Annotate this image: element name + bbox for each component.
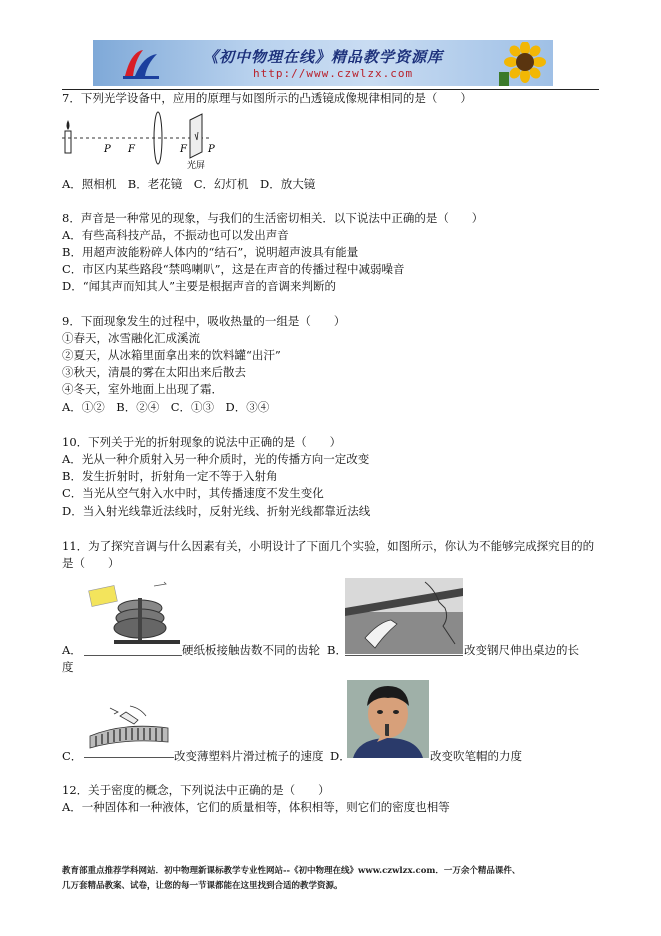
footer-line-2: 几万套精品教案、试卷，让您的每一节课都能在这里找到合适的教学资源。 <box>62 881 343 891</box>
q10-option-c: C．当光从空气射入水中时，其传播速度不发生变化 <box>62 486 324 500</box>
fig-label-f1: F <box>128 144 135 155</box>
fig-label-f2: F <box>180 144 187 155</box>
q11-underline-a <box>84 655 182 656</box>
q10-option-d: D．当入射光线靠近法线时，反射光线、折射光线都靠近法线 <box>62 504 371 518</box>
q11-text-b-cont: 度 <box>62 660 74 674</box>
q8-option-b: B．用超声波能粉碎人体内的“结石”，说明超声波具有能量 <box>62 245 359 259</box>
q9-item-1: ①春天，冰雪融化汇成溪流 <box>62 331 200 345</box>
q11-underline-c <box>84 757 174 758</box>
q9-item-3: ③秋天，清晨的雾在太阳出来后散去 <box>62 365 246 379</box>
fig-label-p1: P <box>104 144 111 155</box>
screen-label: 光屏 <box>187 161 206 170</box>
page-footer <box>62 864 602 894</box>
q8-option-a: A．有些高科技产品，不振动也可以发出声音 <box>62 228 289 242</box>
q11-text-d: 改变吹笔帽的力度 <box>430 749 522 763</box>
banner-title: 《初中物理在线》精品教学资源库 <box>203 48 444 66</box>
header-banner <box>93 40 553 86</box>
footer-line-1: 教育部重点推荐学科网站．初中物理新课标教学专业性网站--《初中物理在线》www.czwlzx.com．一万余个精品课件、 <box>62 866 521 876</box>
q9-stem: 9．下面现象发生的过程中，吸收热量的一组是（ ） <box>62 314 346 328</box>
q11-underline-b <box>345 655 463 656</box>
q11-text-c: 改变薄塑料片滑过梳子的速度 <box>174 749 324 763</box>
q11-label-a: A． <box>62 643 82 657</box>
header-rule <box>62 89 599 90</box>
q8-option-d: D．“闻其声而知其人”主要是根据声音的音调来判断的 <box>62 279 336 293</box>
logo-icon <box>121 46 161 82</box>
q9-item-2: ②夏天，从冰箱里面拿出来的饮料罐“出汗” <box>62 348 281 362</box>
q11-stem-line1: 11．为了探究音调与什么因素有关，小明设计了下面几个实验，如图所示，你认为不能够完成探究目的的 <box>62 539 595 553</box>
q9-item-4: ④冬天，室外地面上出现了霜． <box>62 382 223 396</box>
q10-option-a: A．光从一种介质射入另一种介质时，光的传播方向一定改变 <box>62 452 370 466</box>
q7-stem: 7．下列光学设备中，应用的原理与如图所示的凸透镜成像规律相同的是（ ） <box>62 91 472 105</box>
banner-url[interactable]: http://www.czwlzx.com <box>253 67 414 80</box>
q11-stem-line2: 是（ ） <box>62 556 120 570</box>
q8-stem: 8．声音是一种常见的现象，与我们的生活密切相关．以下说法中正确的是（ ） <box>62 211 484 225</box>
sunflower-icon <box>495 42 549 86</box>
q11-text-b: 改变钢尺伸出桌边的长 <box>464 643 579 657</box>
q10-option-b: B．发生折射时，折射角一定不等于入射角 <box>62 469 278 483</box>
q10-stem: 10．下列关于光的折射现象的说法中正确的是（ ） <box>62 435 342 449</box>
q12-option-a: A．一种固体和一种液体，它们的质量相等，体积相等，则它们的密度也相等 <box>62 800 450 814</box>
q11-image-comb <box>84 698 174 756</box>
fig-label-p2: P <box>208 144 215 155</box>
q11-image-gear <box>84 578 184 654</box>
q11-label-b: B． <box>327 643 347 657</box>
q7-lens-diagram <box>60 108 220 170</box>
q11-label-d: D． <box>330 749 351 763</box>
q8-option-c: C．市区内某些路段“禁鸣喇叭”，这是在声音的传播过程中减弱噪音 <box>62 262 405 276</box>
q11-image-boy <box>347 680 429 758</box>
candle <box>65 131 71 153</box>
q12-stem: 12．关于密度的概念，下列说法中正确的是（ ） <box>62 783 330 797</box>
q11-text-a: 硬纸板接触齿数不同的齿轮 <box>182 643 320 657</box>
q9-options: A．①② B．②④ C．①③ D．③④ <box>62 400 270 414</box>
q11-label-c: C． <box>62 749 83 763</box>
q7-options: A．照相机 B．老花镜 C．幻灯机 D．放大镜 <box>62 177 316 191</box>
q11-image-ruler <box>345 578 463 654</box>
